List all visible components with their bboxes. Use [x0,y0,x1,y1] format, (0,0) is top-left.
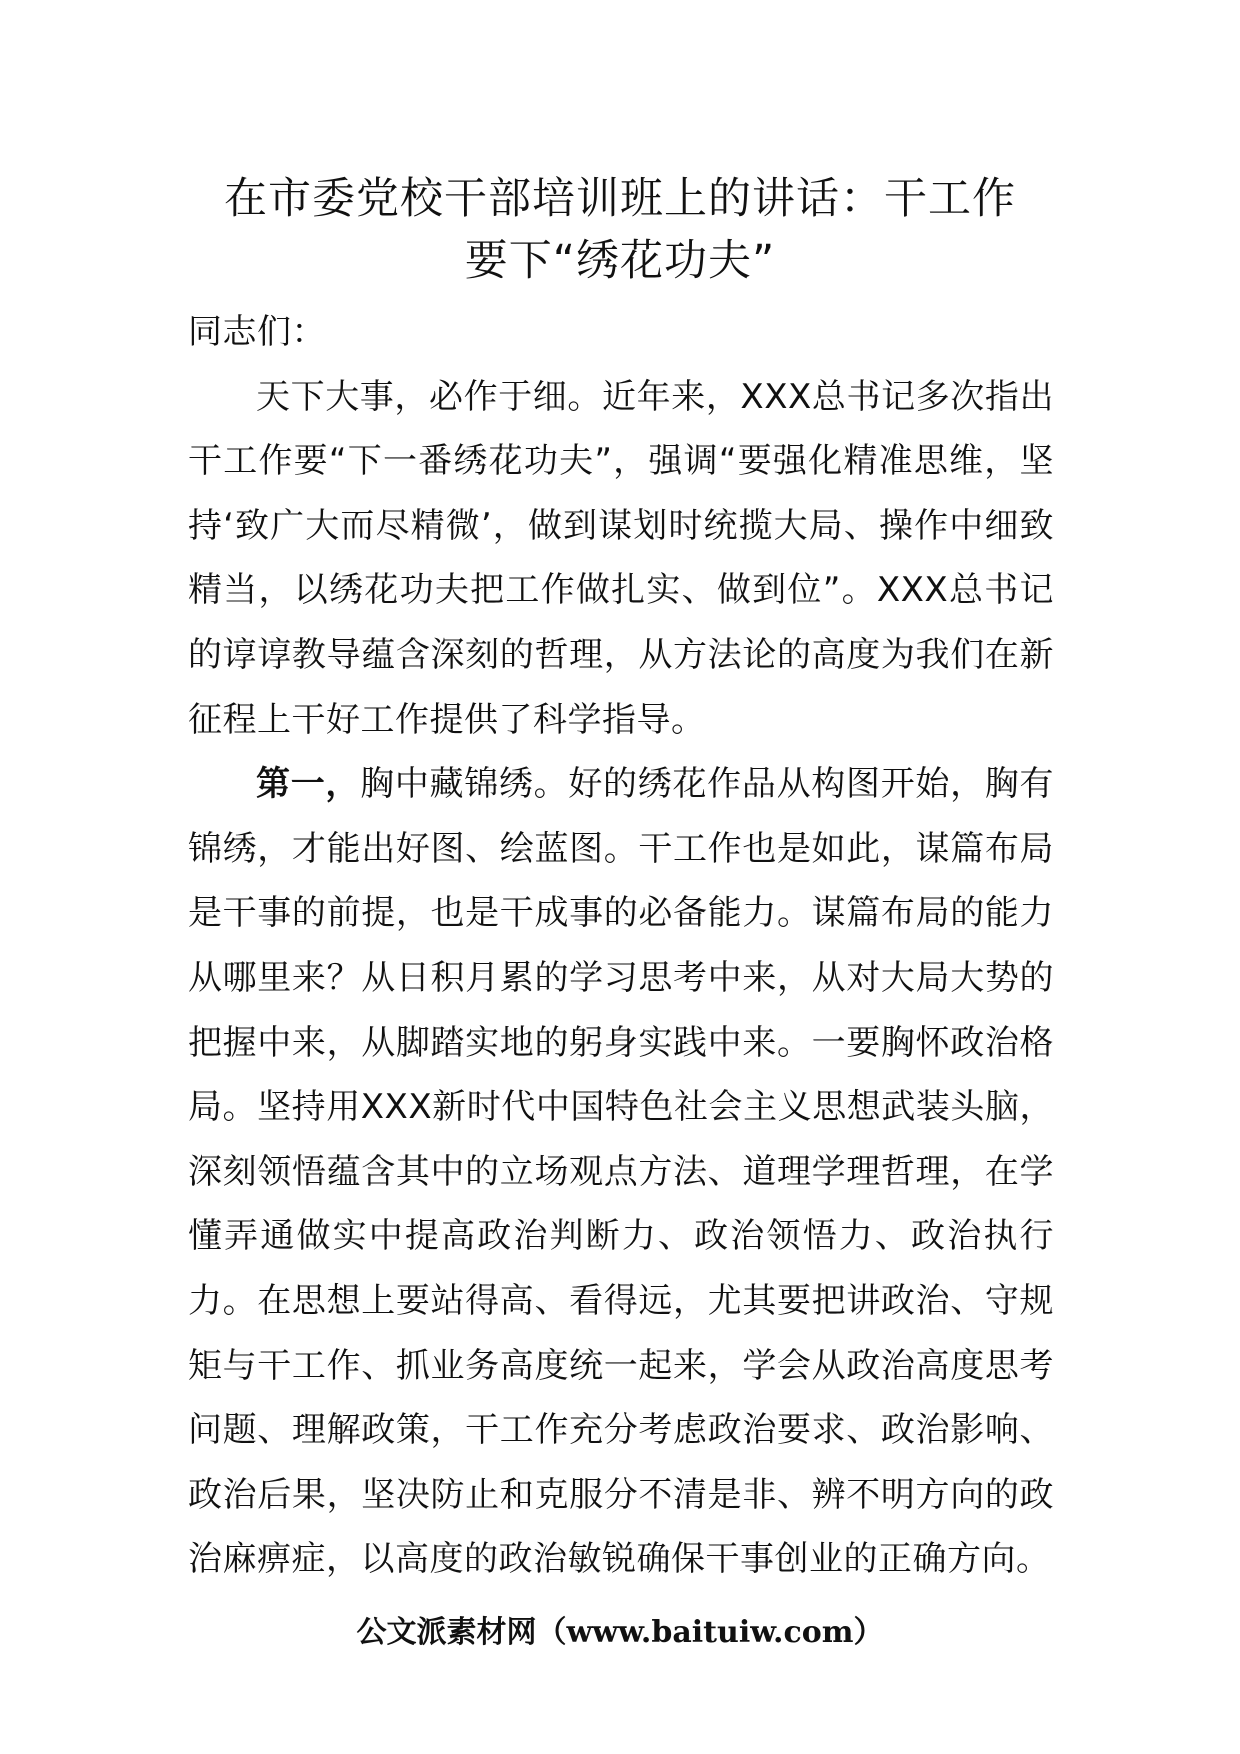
title-line-2: 要下“绣花功夫” [464,236,776,286]
page-title [160,168,1080,292]
footer-watermark: 公文派素材网（www.baituiw.com） [356,1615,884,1650]
paragraph-intro: 天下大事，必作于细。近年来，XXX总书记多次指出干工作要“下一番绣花功夫”，强调“要强化精准思维，坚持‘致广大而尽精微’，做到谋划时统揽大局、操作中细致精当，以绣花功夫把工作做扎实、做到位”。XXX总书记的谆谆教导蕴含深刻的哲理，从方法论的高度为我们在新征程上干好工作提供了科学指导。 [188,376,1054,740]
salutation: 同志们： [188,312,326,352]
document-body [188,300,1054,1592]
paragraph-lead: 第一， [256,764,361,805]
paragraph-first-point [188,752,1054,1592]
title-line-1: 在市委党校干部培训班上的讲话：干工作 [224,174,1016,224]
paragraph-text: 胸中藏锦绣。好的绣花作品从构图开始，胸有锦绣，才能出好图、绘蓝图。干工作也是如此，谋篇布局是干事的前提，也是干成事的必备能力。谋篇布局的能力从哪里来？从日积月累的学习思考中来，从对大局大势的把握中来，从脚踏实地的躬身实践中来。一要胸怀政治格局。坚持用XXX新时代中国特色社会主义思想武装头脑，深刻领悟蕴含其中的立场观点方法、道理学理哲理，在学懂弄通做实中提高政治判断力、政治领悟力、政治执行力。在思想上要站得高、看得远，尤其要把讲政治、守规矩与干工作、抓业务高度统一起来，学会从政治高度思考问题、理解政策，干工作充分考虑政治要求、政治影响、政治后果，坚决防止和克服分不清是非、辨不明方向的政治麻痹症，以高度的政治敏锐确保干事创业的正确方向。 [188,764,1055,1580]
